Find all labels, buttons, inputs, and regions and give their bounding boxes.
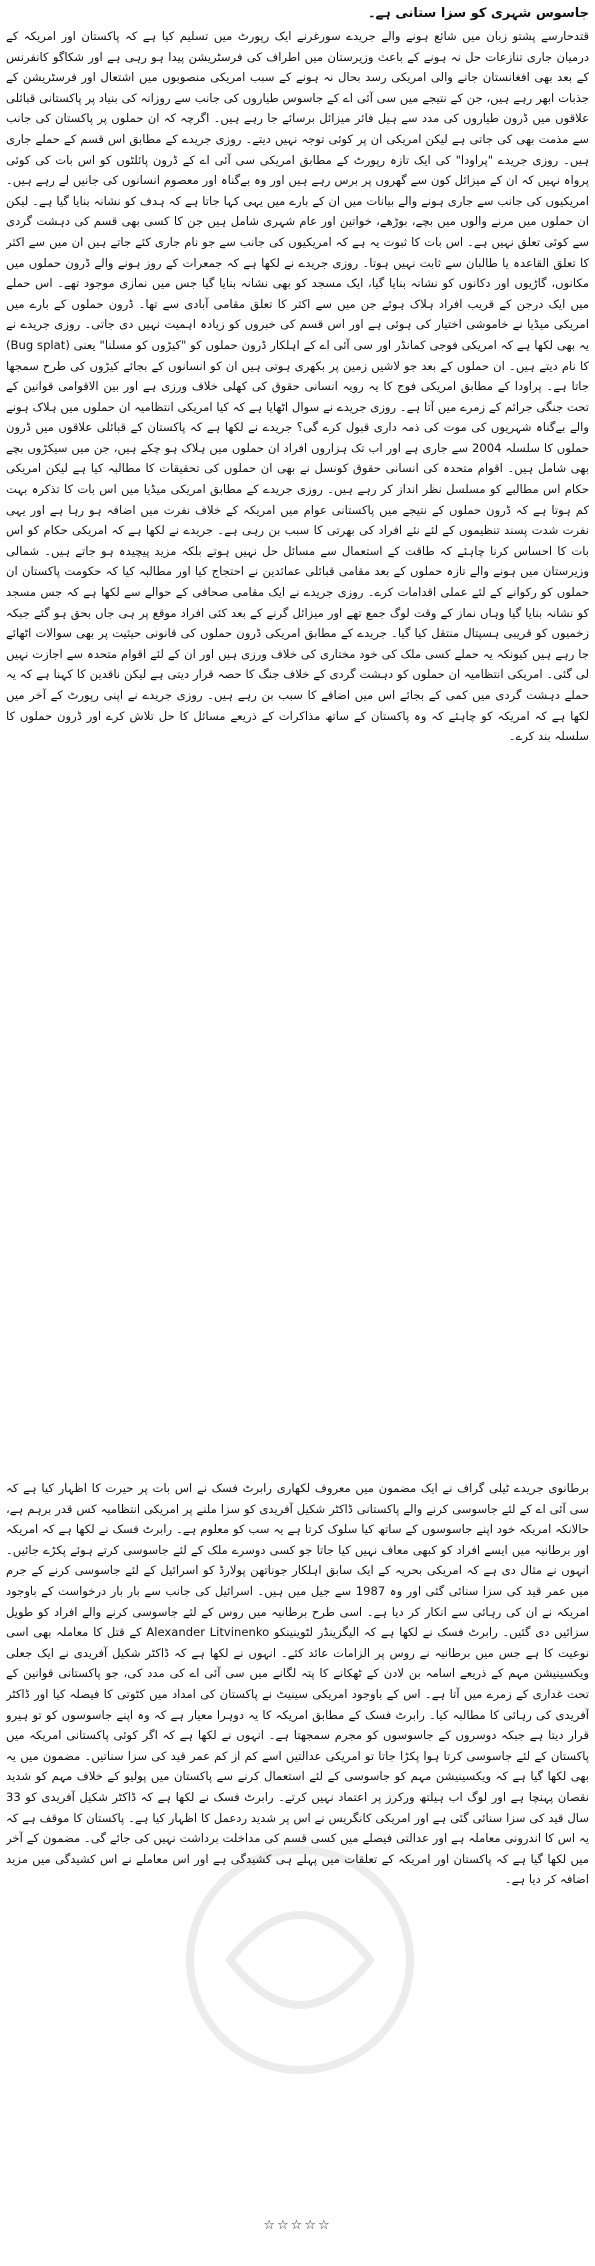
article-heading: جاسوس شہری کو سزا ستانی ہے۔ (367, 6, 589, 21)
end-stars: ☆☆☆☆☆ (263, 2218, 332, 2233)
article-paragraph-2: برطانوی جریدے ٹیلی گراف نے ایک مضمون میں معروف لکھاری رابرٹ فسک نے اس بات پر حیرت کا اظہار کیا ہے کہ سی آئی اے کے لئے جاسوسی کرنے والے پاکستانی ڈاکٹر شکیل آفریدی کو سزا ملنے پر امریکی انتظامیہ کس قدر برہم ہے، حالانکہ امریکہ خود اپنے جاسوسوں کے ساتھ کیا سلوک کرتا ہے یہ سب کو معلوم ہے۔ رابرٹ فسک نے لکھا ہے کہ امریکہ اور برطانیہ میں ایسے افراد کو کبھی معاف نہیں کیا جاتا جو کسی دوسرے ملک کے لئے جاسوسی کرتے ہوئے پکڑے جائیں۔ انہوں نے مثال دی ہے کہ امریکی بحریہ کے ایک سابق اہلکار جوناتھن پولارڈ کو اسرائیل کے لئے جاسوسی کرنے کے جرم میں عمر قید کی سزا سنائی گئی اور وہ 1987 سے جیل میں ہیں۔ اسرائیل کی جانب سے بار بار درخواست کے باوجود امریکہ نے ان کی رہائی سے انکار کر دیا ہے۔ اسی طرح برطانیہ میں روس کے لئے جاسوسی کرنے والے افراد کو طویل سزائیں دی گئیں۔ رابرٹ فسک نے لکھا ہے کہ الیگزینڈر لٹوینینکو Alexander Litvinenko کے قتل کا معاملہ بھی اسی نوعیت کا ہے جس میں برطانیہ نے روس پر الزامات عائد کئے۔ انہوں نے لکھا ہے کہ ڈاکٹر شکیل آفریدی نے ایک جعلی ویکسینیشن مہم کے ذریعے اسامہ بن لادن کے ٹھکانے کا پتہ لگانے میں سی آئی اے کی مدد کی، جو پاکستانی قوانین کے تحت غداری کے زمرے میں آتا ہے۔ اس کے باوجود امریکی سینیٹ نے پاکستان کی امداد میں کٹوتی کا فیصلہ کیا اور ڈاکٹر آفریدی کی رہائی کا مطالبہ کیا۔ رابرٹ فسک کے مطابق امریکہ کا یہ دوہرا معیار ہے کہ وہ اپنے جاسوسوں کو تو ہیرو قرار دیتا ہے جبکہ دوسروں کے جاسوسوں کو مجرم سمجھتا ہے۔ انہوں نے لکھا ہے کہ اگر کوئی پاکستانی امریکہ میں پاکستان کے لئے جاسوسی کرتا ہوا پکڑا جاتا تو امریکی عدالتیں اسے کم از کم عمر قید کی سزا سناتیں۔ مضمون میں یہ بھی لکھا گیا ہے کہ ویکسینیشن مہم کو جاسوسی کے لئے استعمال کرنے سے پاکستان میں پولیو کے خلاف مہم کو شدید نقصان پہنچا ہے اور لوگ اب ہیلتھ ورکرز پر اعتماد نہیں کرتے۔ رابرٹ فسک نے لکھا ہے کہ ڈاکٹر شکیل آفریدی کو 33 سال قید کی سزا سنائی گئی ہے اور امریکی کانگریس نے اس پر شدید ردعمل کا اظہار کیا ہے۔ پاکستان کا موقف ہے کہ یہ اس کا اندرونی معاملہ ہے اور عدالتی فیصلے میں کسی قسم کی مداخلت برداشت نہیں کی جائے گی۔ مضمون کے آخر میں لکھا گیا ہے کہ پاکستان اور امریکہ کے تعلقات میں پہلے ہی کشیدگی ہے اور اس معاملے نے اس کشیدگی میں مزید اضافہ کر دیا ہے۔ (6, 1481, 589, 1887)
article-paragraph-1: قتدحارسے پشتو زبان میں شائع ہونے والے جریدے سورغرنے ایک رپورٹ میں تسلیم کیا ہے کہ پاکستان اور امریکہ کے درمیان جاری تنازعات حل نہ ہونے کے باعث وزیرستان میں اطراف کی فرسٹریشن پیدا ہو رہی ہے اور شکاگو کانفرنس کے بعد بھی افغانستان جانے والی امریکی رسد بحال نہ ہونے کے سبب امریکی منصوبوں میں اشتعال اور فرسٹریشن کے جذبات ابھر رہے ہیں، جن کے نتیجے میں سی آئی اے کے جاسوس طیاروں کی جانب سے روزانہ کی بنیاد پر پاکستانی قبائلی علاقوں میں ڈرون طیاروں کی مدد سے ہیل فائر میزائل برسائے جا رہے ہیں۔ اگرچہ کہ ان حملوں پر پاکستان کی جانب سے مذمت بھی کی جاتی ہے لیکن امریکی ان پر کوئی توجہ نہیں دیتے۔ روزی جریدے کے مطابق اس قسم کے حملے جاری ہیں۔ روزی جریدے "پراودا" کی ایک تازہ رپورٹ کے مطابق امریکی سی آئی اے کے ڈرون پائلٹوں کو اس بات کی کوئی پرواہ نہیں کہ ان کے میزائل کون سے گھروں پر برس رہے ہیں اور وہ بےگناہ اور معصوم انسانوں کی جانیں لے رہے ہیں۔ امریکیوں کی جانب سے جاری ہونے والے بیانات میں ان کے بارے میں یہی کہا جاتا ہے کہ ہدف کو نشانہ بنایا گیا ہے۔ لیکن ان حملوں میں مرنے والوں میں بچے، بوڑھے، خواتین اور عام شہری شامل ہیں جن کا کسی بھی قسم کی دہشت گردی سے کوئی تعلق نہیں ہے۔ اس بات کا ثبوت یہ ہے کہ امریکیوں کی جانب سے جو نام جاری کئے جاتے ہیں ان میں سے اکثر کا تعلق القاعدہ یا طالبان سے ثابت نہیں ہوتا۔ روزی جریدے نے لکھا ہے کہ جمعرات کے روز ہونے والے ڈرون حملوں میں مکانوں، گاڑیوں اور دکانوں کو نشانہ بنایا گیا، ایک مسجد کو بھی نشانہ بنایا گیا جس میں نمازی موجود تھے۔ اس حملے میں ایک درجن کے قریب افراد ہلاک ہوئے جن میں سے اکثر کا تعلق مقامی آبادی سے تھا۔ ڈرون حملوں کے بارے میں امریکی میڈیا نے خاموشی اختیار کی ہوئی ہے اور اس قسم کی خبروں کو زیادہ اہمیت نہیں دی جاتی۔ روزی جریدے نے یہ بھی لکھا ہے کہ امریکی فوجی کمانڈر اور سی آئی اے کے اہلکار ڈرون حملوں کو "کیڑوں کو مسلنا" یعنی (Bug splat) کا نام دیتے ہیں۔ ان حملوں کے بعد جو لاشیں زمین پر بکھری ہوتی ہیں ان کو انسانوں کے بجائے کیڑوں کی طرح سمجھا جاتا ہے۔ پراودا کے مطابق امریکی فوج کا یہ رویہ انسانی حقوق کی کھلی خلاف ورزی ہے اور بین الاقوامی قوانین کے تحت جنگی جرائم کے زمرے میں آتا ہے۔ روزی جریدے نے سوال اٹھایا ہے کہ کیا امریکی انتظامیہ ان حملوں میں ہلاک ہونے والے بےگناہ شہریوں کی موت کی ذمہ داری قبول کرے گی؟ جریدے نے لکھا ہے کہ پاکستان کے قبائلی علاقوں میں ڈرون حملوں کا سلسلہ 2004 سے جاری ہے اور اب تک ہزاروں افراد ان حملوں میں ہلاک ہو چکے ہیں، جن میں سیکڑوں بچے بھی شامل ہیں۔ اقوام متحدہ کی انسانی حقوق کونسل نے بھی ان حملوں کی تحقیقات کا مطالبہ کیا ہے لیکن امریکی حکام اس مطالبے کو مسلسل نظر انداز کر رہے ہیں۔ روزی جریدے کے مطابق امریکی میڈیا میں اس بات کا تذکرہ بہت کم ہوتا ہے کہ ڈرون حملوں کے نتیجے میں پاکستانی عوام میں امریکہ کے خلاف نفرت میں اضافہ ہو رہا ہے اور یہی نفرت شدت پسند تنظیموں کے لئے نئے افراد کی بھرتی کا سبب بن رہی ہے۔ جریدے نے لکھا ہے کہ امریکی حکام کو اس بات کا احساس کرنا چاہئے کہ طاقت کے استعمال سے مسائل حل نہیں ہوتے بلکہ مزید پیچیدہ ہو جاتے ہیں۔ شمالی وزیرستان میں ہونے والے تازہ حملوں کے بعد مقامی قبائلی عمائدین نے احتجاج کیا اور مطالبہ کیا کہ حکومت پاکستان ان حملوں کو رکوانے کے لئے عملی اقدامات کرے۔ روزی جریدے نے ایک مقامی صحافی کے حوالے سے لکھا ہے کہ جس مسجد کو نشانہ بنایا گیا وہاں نماز کے وقت لوگ جمع تھے اور میزائل گرنے کے بعد کئی افراد موقع پر ہی جاں بحق ہو گئے جبکہ زخمیوں کو قریبی ہسپتال منتقل کیا گیا۔ جریدے کے مطابق امریکی ڈرون حملوں کی قانونی حیثیت پر بھی سوالات اٹھائے جا رہے ہیں کیونکہ یہ حملے کسی ملک کی خود مختاری کی خلاف ورزی ہیں اور ان کے لئے اقوام متحدہ سے اجازت نہیں لی گئی۔ امریکی انتظامیہ ان حملوں کو دہشت گردی کے خلاف جنگ کا حصہ قرار دیتی ہے لیکن ناقدین کا کہنا ہے کہ یہ حملے دہشت گردی میں کمی کے بجائے اس میں اضافے کا سبب بن رہے ہیں۔ روزی جریدے نے اپنی رپورٹ کے آخر میں لکھا ہے کہ امریکہ کو چاہئے کہ وہ پاکستان کے ساتھ مذاکرات کے ذریعے مسائل کا حل تلاش کرے اور ڈرون حملوں کا سلسلہ بند کرے۔ (6, 29, 589, 744)
